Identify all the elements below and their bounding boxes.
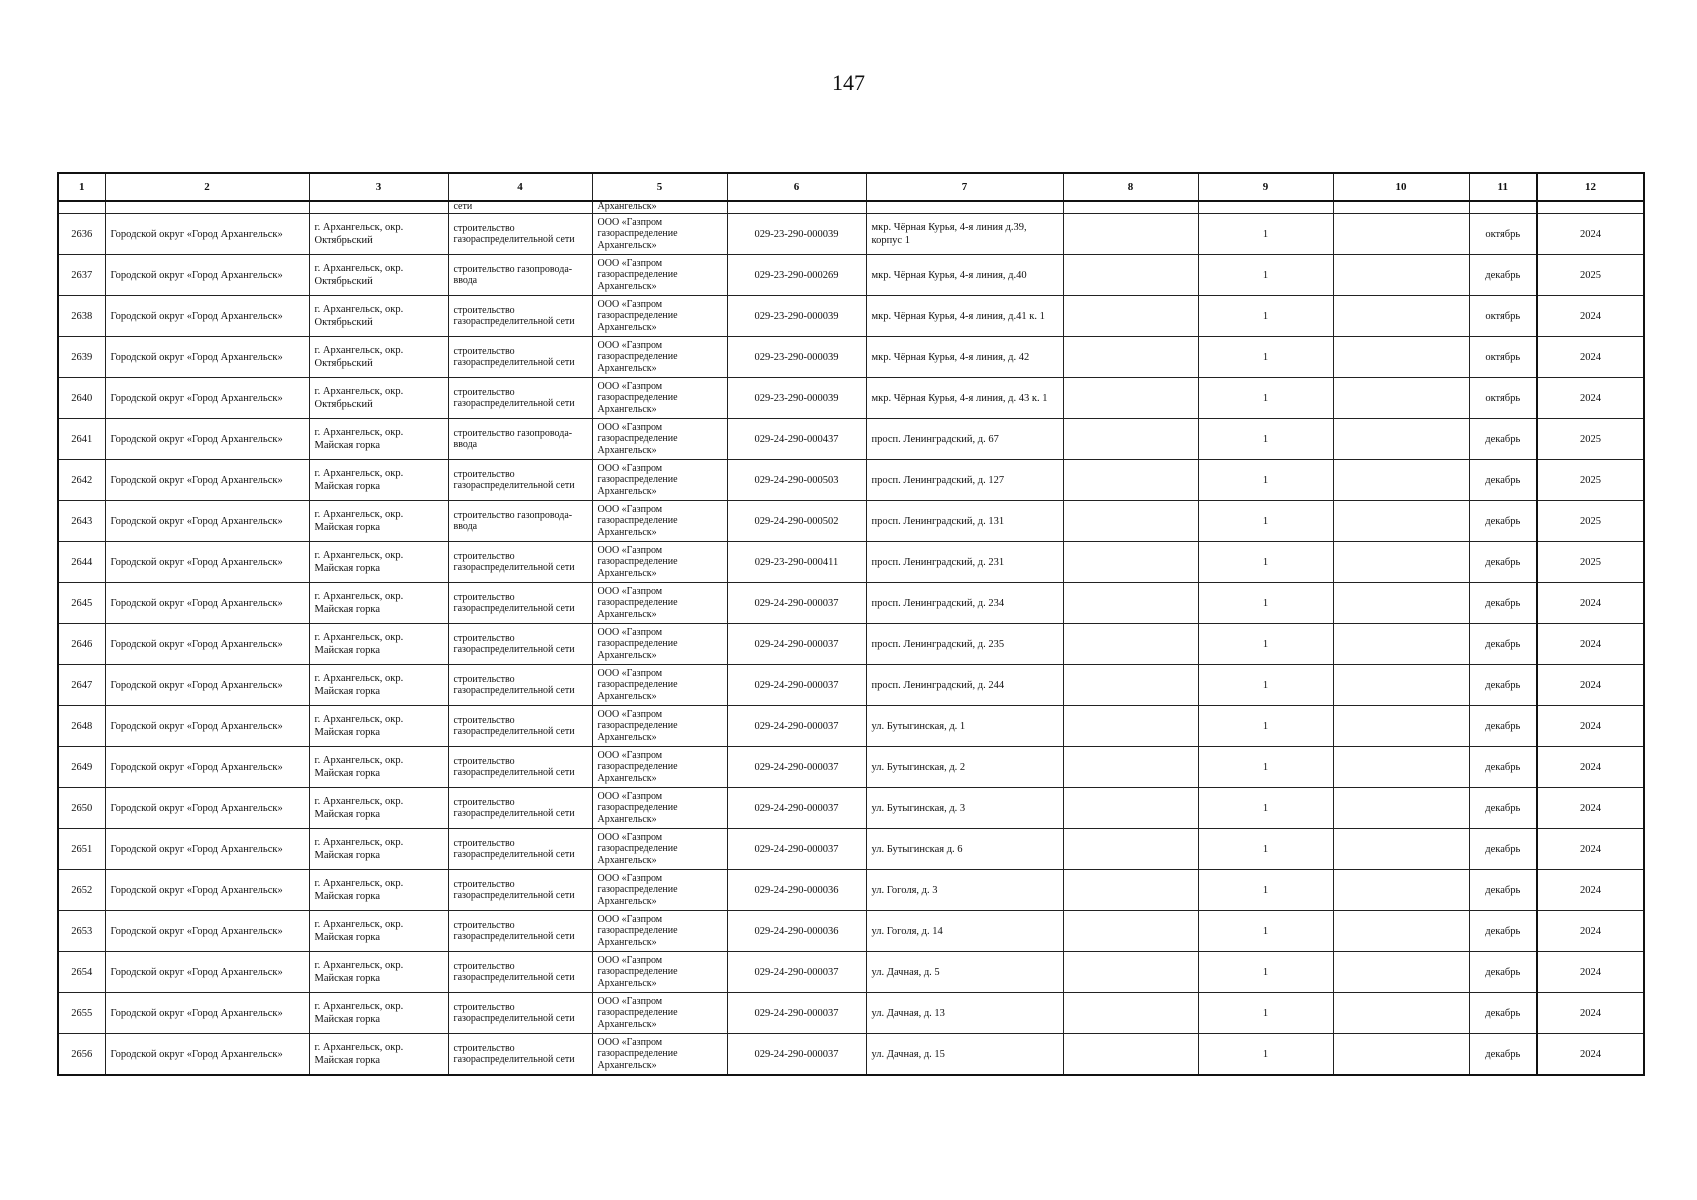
purpose-cell: строительство газораспределительной сети bbox=[448, 993, 592, 1034]
purpose-cell: строительство газораспределительной сети bbox=[448, 337, 592, 378]
purpose-cell: строительство газораспределительной сети bbox=[448, 378, 592, 419]
locality-cell: г. Архангельск, окр. Майская горка bbox=[309, 911, 448, 952]
registry-table bbox=[57, 172, 1645, 1076]
organization-cell: ООО «Газпром газораспределение Архангельск» bbox=[592, 829, 727, 870]
code-cell: 029-24-290-000502 bbox=[727, 501, 866, 542]
organization-cell: ООО «Газпром газораспределение Архангельск» bbox=[592, 952, 727, 993]
month-cell: декабрь bbox=[1469, 829, 1537, 870]
column-8-cell bbox=[1063, 829, 1198, 870]
year-cell: 2025 bbox=[1537, 255, 1644, 296]
table-row bbox=[58, 214, 1644, 255]
municipality-cell: Городской округ «Город Архангельск» bbox=[105, 952, 309, 993]
table-row bbox=[58, 419, 1644, 460]
column-header: 12 bbox=[1537, 173, 1644, 201]
address-cell: ул. Гоголя, д. 14 bbox=[866, 911, 1063, 952]
table-row bbox=[58, 993, 1644, 1034]
code-cell: 029-24-290-000037 bbox=[727, 665, 866, 706]
quantity-cell: 1 bbox=[1198, 747, 1333, 788]
quantity-cell: 1 bbox=[1198, 706, 1333, 747]
column-8-cell bbox=[1063, 706, 1198, 747]
quantity-cell: 1 bbox=[1198, 296, 1333, 337]
municipality-cell: Городской округ «Город Архангельск» bbox=[105, 624, 309, 665]
column-10-cell bbox=[1333, 255, 1469, 296]
month-cell: октябрь bbox=[1469, 296, 1537, 337]
code-cell: 029-23-290-000411 bbox=[727, 542, 866, 583]
organization-cell: ООО «Газпром газораспределение Архангельск» bbox=[592, 501, 727, 542]
row-number: 2652 bbox=[58, 870, 105, 911]
quantity-cell: 1 bbox=[1198, 952, 1333, 993]
table-row bbox=[58, 665, 1644, 706]
address-cell: просп. Ленинградский, д. 131 bbox=[866, 501, 1063, 542]
column-header: 10 bbox=[1333, 173, 1469, 201]
address-cell: мкр. Чёрная Курья, 4-я линия, д. 43 к. 1 bbox=[866, 378, 1063, 419]
table-row bbox=[58, 255, 1644, 296]
row-number: 2641 bbox=[58, 419, 105, 460]
column-10-cell bbox=[1333, 829, 1469, 870]
quantity-cell: 1 bbox=[1198, 378, 1333, 419]
row-number: 2653 bbox=[58, 911, 105, 952]
column-header: 1 bbox=[58, 173, 105, 201]
code-cell: 029-24-290-000037 bbox=[727, 1034, 866, 1076]
table-row bbox=[58, 747, 1644, 788]
address-cell: просп. Ленинградский, д. 127 bbox=[866, 460, 1063, 501]
purpose-cell: строительство газораспределительной сети bbox=[448, 665, 592, 706]
address-cell: мкр. Чёрная Курья, 4-я линия д.39, корпус 1 bbox=[866, 214, 1063, 255]
locality-cell: г. Архангельск, окр. Октябрьский bbox=[309, 214, 448, 255]
code-cell: 029-23-290-000039 bbox=[727, 378, 866, 419]
address-cell: просп. Ленинградский, д. 244 bbox=[866, 665, 1063, 706]
year-cell: 2024 bbox=[1537, 296, 1644, 337]
organization-cell: ООО «Газпром газораспределение Архангельск» bbox=[592, 378, 727, 419]
month-cell: декабрь bbox=[1469, 255, 1537, 296]
row-number: 2651 bbox=[58, 829, 105, 870]
organization-cell: ООО «Газпром газораспределение Архангельск» bbox=[592, 214, 727, 255]
municipality-cell: Городской округ «Город Архангельск» bbox=[105, 214, 309, 255]
row-number: 2655 bbox=[58, 993, 105, 1034]
header-row bbox=[58, 173, 1644, 201]
table-row bbox=[58, 911, 1644, 952]
year-cell: 2024 bbox=[1537, 829, 1644, 870]
purpose-cell: строительство газопровода-ввода bbox=[448, 419, 592, 460]
purpose-cell: строительство газораспределительной сети bbox=[448, 296, 592, 337]
organization-cell: ООО «Газпром газораспределение Архангельск» bbox=[592, 337, 727, 378]
code-cell: 029-24-290-000037 bbox=[727, 952, 866, 993]
locality-cell: г. Архангельск, окр. Майская горка bbox=[309, 747, 448, 788]
organization-cell: ООО «Газпром газораспределение Архангельск» bbox=[592, 1034, 727, 1076]
year-cell: 2025 bbox=[1537, 460, 1644, 501]
column-header: 11 bbox=[1469, 173, 1537, 201]
quantity-cell: 1 bbox=[1198, 214, 1333, 255]
organization-cell: ООО «Газпром газораспределение Архангельск» bbox=[592, 993, 727, 1034]
year-cell: 2025 bbox=[1537, 501, 1644, 542]
row-number: 2649 bbox=[58, 747, 105, 788]
municipality-cell: Городской округ «Город Архангельск» bbox=[105, 911, 309, 952]
purpose-cell: строительство газораспределительной сети bbox=[448, 214, 592, 255]
table-row bbox=[58, 378, 1644, 419]
quantity-cell: 1 bbox=[1198, 1034, 1333, 1076]
table-row bbox=[58, 829, 1644, 870]
table-row bbox=[58, 788, 1644, 829]
column-10-cell bbox=[1333, 583, 1469, 624]
locality-cell: г. Архангельск, окр. Майская горка bbox=[309, 583, 448, 624]
row-number: 2656 bbox=[58, 1034, 105, 1076]
month-cell: декабрь bbox=[1469, 583, 1537, 624]
address-cell: просп. Ленинградский, д. 67 bbox=[866, 419, 1063, 460]
column-header: 6 bbox=[727, 173, 866, 201]
locality-cell: г. Архангельск, окр. Майская горка bbox=[309, 624, 448, 665]
code-cell: 029-24-290-000037 bbox=[727, 993, 866, 1034]
organization-cell: ООО «Газпром газораспределение Архангельск» bbox=[592, 706, 727, 747]
address-cell: ул. Дачная, д. 15 bbox=[866, 1034, 1063, 1076]
month-cell: декабрь bbox=[1469, 747, 1537, 788]
locality-cell: г. Архангельск, окр. Майская горка bbox=[309, 501, 448, 542]
continuation-purpose: сети bbox=[448, 201, 592, 214]
column-10-cell bbox=[1333, 501, 1469, 542]
column-8-cell bbox=[1063, 419, 1198, 460]
quantity-cell: 1 bbox=[1198, 255, 1333, 296]
municipality-cell: Городской округ «Город Архангельск» bbox=[105, 542, 309, 583]
locality-cell: г. Архангельск, окр. Октябрьский bbox=[309, 255, 448, 296]
table-row bbox=[58, 706, 1644, 747]
year-cell: 2024 bbox=[1537, 747, 1644, 788]
column-8-cell bbox=[1063, 542, 1198, 583]
municipality-cell: Городской округ «Город Архангельск» bbox=[105, 419, 309, 460]
code-cell: 029-23-290-000039 bbox=[727, 296, 866, 337]
column-10-cell bbox=[1333, 706, 1469, 747]
locality-cell: г. Архангельск, окр. Майская горка bbox=[309, 460, 448, 501]
month-cell: декабрь bbox=[1469, 665, 1537, 706]
column-10-cell bbox=[1333, 624, 1469, 665]
code-cell: 029-24-290-000036 bbox=[727, 870, 866, 911]
locality-cell: г. Архангельск, окр. Майская горка bbox=[309, 788, 448, 829]
column-10-cell bbox=[1333, 788, 1469, 829]
column-header: 2 bbox=[105, 173, 309, 201]
locality-cell: г. Архангельск, окр. Октябрьский bbox=[309, 337, 448, 378]
municipality-cell: Городской округ «Город Архангельск» bbox=[105, 747, 309, 788]
column-8-cell bbox=[1063, 296, 1198, 337]
municipality-cell: Городской округ «Город Архангельск» bbox=[105, 337, 309, 378]
column-8-cell bbox=[1063, 911, 1198, 952]
row-number: 2638 bbox=[58, 296, 105, 337]
continuation-row bbox=[58, 201, 1644, 214]
year-cell: 2024 bbox=[1537, 214, 1644, 255]
address-cell: просп. Ленинградский, д. 235 bbox=[866, 624, 1063, 665]
row-number: 2645 bbox=[58, 583, 105, 624]
address-cell: ул. Бутыгинская д. 6 bbox=[866, 829, 1063, 870]
organization-cell: ООО «Газпром газораспределение Архангельск» bbox=[592, 255, 727, 296]
purpose-cell: строительство газораспределительной сети bbox=[448, 706, 592, 747]
column-10-cell bbox=[1333, 337, 1469, 378]
table-row bbox=[58, 870, 1644, 911]
table-row bbox=[58, 624, 1644, 665]
column-header: 8 bbox=[1063, 173, 1198, 201]
locality-cell: г. Архангельск, окр. Майская горка bbox=[309, 419, 448, 460]
code-cell: 029-23-290-000039 bbox=[727, 214, 866, 255]
purpose-cell: строительство газораспределительной сети bbox=[448, 542, 592, 583]
locality-cell: г. Архангельск, окр. Майская горка bbox=[309, 706, 448, 747]
row-number: 2654 bbox=[58, 952, 105, 993]
code-cell: 029-24-290-000437 bbox=[727, 419, 866, 460]
row-number: 2648 bbox=[58, 706, 105, 747]
row-number: 2643 bbox=[58, 501, 105, 542]
page-number: 147 bbox=[832, 70, 865, 95]
month-cell: декабрь bbox=[1469, 870, 1537, 911]
purpose-cell: строительство газораспределительной сети bbox=[448, 747, 592, 788]
address-cell: ул. Дачная, д. 5 bbox=[866, 952, 1063, 993]
quantity-cell: 1 bbox=[1198, 460, 1333, 501]
organization-cell: ООО «Газпром газораспределение Архангельск» bbox=[592, 419, 727, 460]
organization-cell: ООО «Газпром газораспределение Архангельск» bbox=[592, 665, 727, 706]
column-8-cell bbox=[1063, 583, 1198, 624]
month-cell: декабрь bbox=[1469, 993, 1537, 1034]
code-cell: 029-24-290-000037 bbox=[727, 706, 866, 747]
quantity-cell: 1 bbox=[1198, 542, 1333, 583]
purpose-cell: строительство газораспределительной сети bbox=[448, 788, 592, 829]
column-8-cell bbox=[1063, 993, 1198, 1034]
locality-cell: г. Архангельск, окр. Майская горка bbox=[309, 1034, 448, 1076]
purpose-cell: строительство газораспределительной сети bbox=[448, 952, 592, 993]
organization-cell: ООО «Газпром газораспределение Архангельск» bbox=[592, 870, 727, 911]
column-8-cell bbox=[1063, 952, 1198, 993]
municipality-cell: Городской округ «Город Архангельск» bbox=[105, 829, 309, 870]
row-number: 2642 bbox=[58, 460, 105, 501]
code-cell: 029-24-290-000037 bbox=[727, 788, 866, 829]
year-cell: 2024 bbox=[1537, 583, 1644, 624]
month-cell: декабрь bbox=[1469, 542, 1537, 583]
purpose-cell: строительство газораспределительной сети bbox=[448, 583, 592, 624]
table-row bbox=[58, 460, 1644, 501]
year-cell: 2024 bbox=[1537, 993, 1644, 1034]
municipality-cell: Городской округ «Город Архангельск» bbox=[105, 501, 309, 542]
address-cell: мкр. Чёрная Курья, 4-я линия, д.41 к. 1 bbox=[866, 296, 1063, 337]
year-cell: 2024 bbox=[1537, 911, 1644, 952]
table-row bbox=[58, 296, 1644, 337]
year-cell: 2025 bbox=[1537, 419, 1644, 460]
table-row bbox=[58, 1034, 1644, 1076]
locality-cell: г. Архангельск, окр. Майская горка bbox=[309, 665, 448, 706]
month-cell: декабрь bbox=[1469, 624, 1537, 665]
address-cell: просп. Ленинградский, д. 231 bbox=[866, 542, 1063, 583]
month-cell: декабрь bbox=[1469, 460, 1537, 501]
table-row bbox=[58, 542, 1644, 583]
column-8-cell bbox=[1063, 337, 1198, 378]
row-number: 2646 bbox=[58, 624, 105, 665]
month-cell: декабрь bbox=[1469, 952, 1537, 993]
municipality-cell: Городской округ «Город Архангельск» bbox=[105, 665, 309, 706]
organization-cell: ООО «Газпром газораспределение Архангельск» bbox=[592, 911, 727, 952]
table-row bbox=[58, 501, 1644, 542]
column-header: 7 bbox=[866, 173, 1063, 201]
continuation-org: Архангельск» bbox=[592, 201, 727, 214]
column-8-cell bbox=[1063, 788, 1198, 829]
month-cell: декабрь bbox=[1469, 501, 1537, 542]
column-8-cell bbox=[1063, 624, 1198, 665]
column-8-cell bbox=[1063, 214, 1198, 255]
row-number: 2640 bbox=[58, 378, 105, 419]
column-10-cell bbox=[1333, 747, 1469, 788]
address-cell: ул. Дачная, д. 13 bbox=[866, 993, 1063, 1034]
column-10-cell bbox=[1333, 1034, 1469, 1076]
code-cell: 029-24-290-000037 bbox=[727, 747, 866, 788]
column-header: 5 bbox=[592, 173, 727, 201]
quantity-cell: 1 bbox=[1198, 583, 1333, 624]
locality-cell: г. Архангельск, окр. Майская горка bbox=[309, 993, 448, 1034]
organization-cell: ООО «Газпром газораспределение Архангельск» bbox=[592, 747, 727, 788]
locality-cell: г. Архангельск, окр. Майская горка bbox=[309, 829, 448, 870]
year-cell: 2024 bbox=[1537, 706, 1644, 747]
table-row bbox=[58, 337, 1644, 378]
quantity-cell: 1 bbox=[1198, 624, 1333, 665]
organization-cell: ООО «Газпром газораспределение Архангельск» bbox=[592, 583, 727, 624]
column-8-cell bbox=[1063, 665, 1198, 706]
municipality-cell: Городской округ «Город Архангельск» bbox=[105, 460, 309, 501]
locality-cell: г. Архангельск, окр. Майская горка bbox=[309, 952, 448, 993]
table-row bbox=[58, 952, 1644, 993]
column-8-cell bbox=[1063, 501, 1198, 542]
address-cell: ул. Бутыгинская, д. 3 bbox=[866, 788, 1063, 829]
column-8-cell bbox=[1063, 378, 1198, 419]
organization-cell: ООО «Газпром газораспределение Архангельск» bbox=[592, 788, 727, 829]
organization-cell: ООО «Газпром газораспределение Архангельск» bbox=[592, 624, 727, 665]
code-cell: 029-24-290-000037 bbox=[727, 829, 866, 870]
row-number: 2650 bbox=[58, 788, 105, 829]
year-cell: 2025 bbox=[1537, 542, 1644, 583]
column-10-cell bbox=[1333, 419, 1469, 460]
row-number: 2637 bbox=[58, 255, 105, 296]
month-cell: декабрь bbox=[1469, 788, 1537, 829]
address-cell: мкр. Чёрная Курья, 4-я линия, д. 42 bbox=[866, 337, 1063, 378]
municipality-cell: Городской округ «Город Архангельск» bbox=[105, 993, 309, 1034]
address-cell: просп. Ленинградский, д. 234 bbox=[866, 583, 1063, 624]
code-cell: 029-23-290-000039 bbox=[727, 337, 866, 378]
purpose-cell: строительство газопровода-ввода bbox=[448, 501, 592, 542]
column-header: 3 bbox=[309, 173, 448, 201]
column-header: 9 bbox=[1198, 173, 1333, 201]
quantity-cell: 1 bbox=[1198, 870, 1333, 911]
purpose-cell: строительство газораспределительной сети bbox=[448, 911, 592, 952]
column-8-cell bbox=[1063, 460, 1198, 501]
year-cell: 2024 bbox=[1537, 624, 1644, 665]
month-cell: октябрь bbox=[1469, 378, 1537, 419]
quantity-cell: 1 bbox=[1198, 829, 1333, 870]
month-cell: октябрь bbox=[1469, 214, 1537, 255]
purpose-cell: строительство газораспределительной сети bbox=[448, 624, 592, 665]
municipality-cell: Городской округ «Город Архангельск» bbox=[105, 788, 309, 829]
month-cell: октябрь bbox=[1469, 337, 1537, 378]
address-cell: мкр. Чёрная Курья, 4-я линия, д.40 bbox=[866, 255, 1063, 296]
year-cell: 2024 bbox=[1537, 337, 1644, 378]
column-10-cell bbox=[1333, 665, 1469, 706]
year-cell: 2024 bbox=[1537, 378, 1644, 419]
month-cell: декабрь bbox=[1469, 911, 1537, 952]
code-cell: 029-24-290-000037 bbox=[727, 624, 866, 665]
year-cell: 2024 bbox=[1537, 870, 1644, 911]
municipality-cell: Городской округ «Город Архангельск» bbox=[105, 706, 309, 747]
municipality-cell: Городской округ «Город Архангельск» bbox=[105, 583, 309, 624]
code-cell: 029-24-290-000037 bbox=[727, 583, 866, 624]
column-10-cell bbox=[1333, 460, 1469, 501]
quantity-cell: 1 bbox=[1198, 501, 1333, 542]
year-cell: 2024 bbox=[1537, 665, 1644, 706]
quantity-cell: 1 bbox=[1198, 911, 1333, 952]
column-8-cell bbox=[1063, 747, 1198, 788]
municipality-cell: Городской округ «Город Архангельск» bbox=[105, 296, 309, 337]
column-8-cell bbox=[1063, 1034, 1198, 1076]
column-10-cell bbox=[1333, 296, 1469, 337]
municipality-cell: Городской округ «Город Архангельск» bbox=[105, 1034, 309, 1076]
month-cell: декабрь bbox=[1469, 706, 1537, 747]
purpose-cell: строительство газораспределительной сети bbox=[448, 460, 592, 501]
column-10-cell bbox=[1333, 378, 1469, 419]
address-cell: ул. Гоголя, д. 3 bbox=[866, 870, 1063, 911]
address-cell: ул. Бутыгинская, д. 2 bbox=[866, 747, 1063, 788]
year-cell: 2024 bbox=[1537, 788, 1644, 829]
row-number: 2647 bbox=[58, 665, 105, 706]
month-cell: декабрь bbox=[1469, 419, 1537, 460]
column-10-cell bbox=[1333, 542, 1469, 583]
year-cell: 2024 bbox=[1537, 1034, 1644, 1076]
address-cell: ул. Бутыгинская, д. 1 bbox=[866, 706, 1063, 747]
purpose-cell: строительство газораспределительной сети bbox=[448, 1034, 592, 1076]
column-8-cell bbox=[1063, 255, 1198, 296]
organization-cell: ООО «Газпром газораспределение Архангельск» bbox=[592, 296, 727, 337]
column-10-cell bbox=[1333, 911, 1469, 952]
year-cell: 2024 bbox=[1537, 952, 1644, 993]
table-row bbox=[58, 583, 1644, 624]
quantity-cell: 1 bbox=[1198, 665, 1333, 706]
quantity-cell: 1 bbox=[1198, 419, 1333, 460]
municipality-cell: Городской округ «Город Архангельск» bbox=[105, 255, 309, 296]
code-cell: 029-24-290-000036 bbox=[727, 911, 866, 952]
purpose-cell: строительство газораспределительной сети bbox=[448, 829, 592, 870]
organization-cell: ООО «Газпром газораспределение Архангельск» bbox=[592, 542, 727, 583]
quantity-cell: 1 bbox=[1198, 993, 1333, 1034]
locality-cell: г. Архангельск, окр. Октябрьский bbox=[309, 296, 448, 337]
purpose-cell: строительство газопровода-ввода bbox=[448, 255, 592, 296]
row-number: 2636 bbox=[58, 214, 105, 255]
column-10-cell bbox=[1333, 214, 1469, 255]
code-cell: 029-24-290-000503 bbox=[727, 460, 866, 501]
column-header: 4 bbox=[448, 173, 592, 201]
municipality-cell: Городской округ «Город Архангельск» bbox=[105, 870, 309, 911]
organization-cell: ООО «Газпром газораспределение Архангельск» bbox=[592, 460, 727, 501]
locality-cell: г. Архангельск, окр. Октябрьский bbox=[309, 378, 448, 419]
municipality-cell: Городской округ «Город Архангельск» bbox=[105, 378, 309, 419]
purpose-cell: строительство газораспределительной сети bbox=[448, 870, 592, 911]
locality-cell: г. Архангельск, окр. Майская горка bbox=[309, 542, 448, 583]
column-10-cell bbox=[1333, 952, 1469, 993]
row-number: 2644 bbox=[58, 542, 105, 583]
quantity-cell: 1 bbox=[1198, 788, 1333, 829]
column-10-cell bbox=[1333, 993, 1469, 1034]
code-cell: 029-23-290-000269 bbox=[727, 255, 866, 296]
month-cell: декабрь bbox=[1469, 1034, 1537, 1076]
locality-cell: г. Архангельск, окр. Майская горка bbox=[309, 870, 448, 911]
row-number: 2639 bbox=[58, 337, 105, 378]
quantity-cell: 1 bbox=[1198, 337, 1333, 378]
column-8-cell bbox=[1063, 870, 1198, 911]
column-10-cell bbox=[1333, 870, 1469, 911]
